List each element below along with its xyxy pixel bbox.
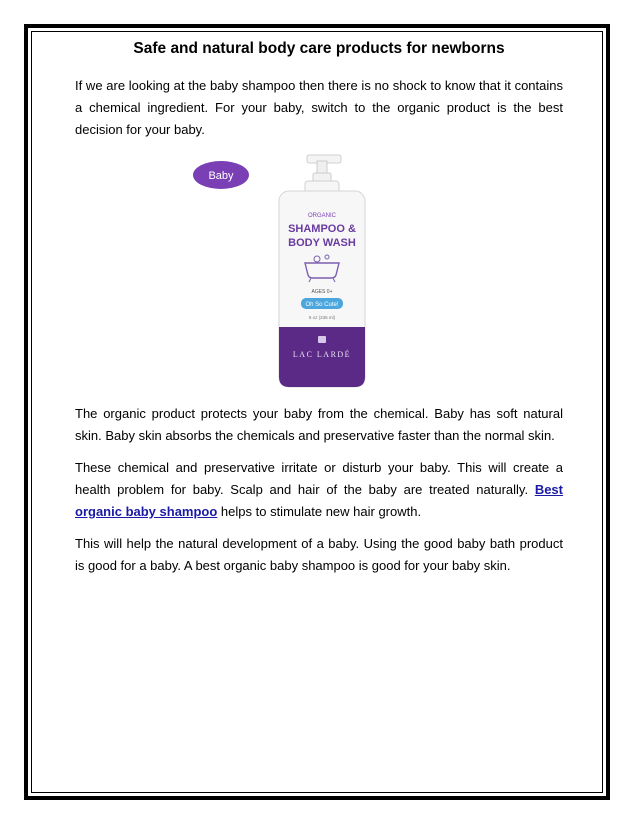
svg-text:AGES 0+: AGES 0+	[311, 289, 333, 295]
svg-text:SHAMPOO &: SHAMPOO &	[288, 223, 356, 235]
shampoo-bottle-illustration	[189, 151, 449, 391]
baby-badge-text: Baby	[208, 170, 234, 182]
paragraph-development: This will help the natural development of a baby. Using the good baby bath product is good for a baby. A best organic baby shampoo is good for your baby skin.	[75, 536, 563, 573]
paragraph-intro: If we are looking at the baby shampoo then there is no shock to know that it contains a chemical ingredient. For your baby, switch to the organic product is the best decision for your baby.	[75, 78, 563, 137]
svg-text:8 oz (236 ml): 8 oz (236 ml)	[308, 315, 336, 320]
document-body	[75, 40, 563, 587]
svg-text:BODY WASH: BODY WASH	[288, 237, 356, 249]
best-organic-shampoo-link[interactable]: Best organic baby shampoo	[75, 482, 563, 519]
page-title: Safe and natural body care products for newborns	[133, 40, 505, 57]
svg-text:Oh So Cute!: Oh So Cute!	[305, 302, 339, 308]
product-image	[75, 151, 563, 391]
svg-text:ORGANIC: ORGANIC	[307, 213, 337, 219]
paragraph-irritation: These chemical and preservative irritate or disturb your baby. This will create a health problem for baby. Scalp and hair of the baby are treated naturally. Best organic baby shampoo helps to stimulate new hair growth.	[75, 460, 563, 519]
crest-icon	[318, 336, 326, 343]
paragraph-chemical: The organic product protects your baby from the chemical. Baby has soft natural skin. Baby skin absorbs the chemicals and preservative faster than the normal skin.	[75, 406, 563, 443]
svg-text:LAC LARDÉ: LAC LARDÉ	[292, 350, 352, 359]
